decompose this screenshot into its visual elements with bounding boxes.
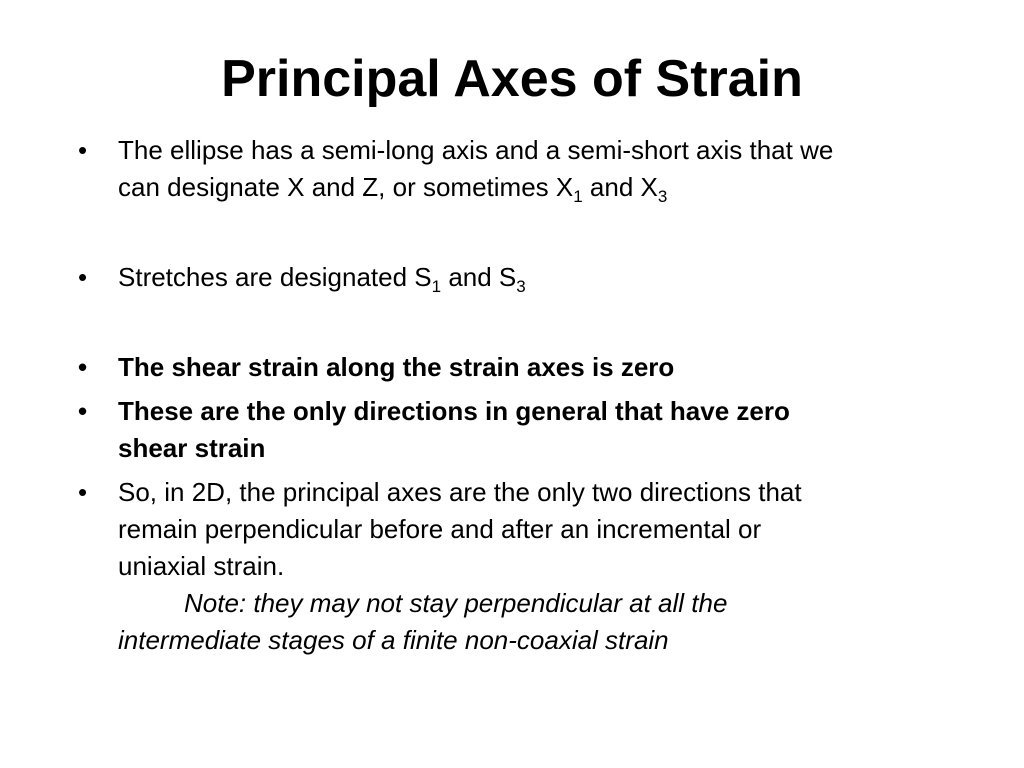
bullet-item-2d-principal-axes: [78, 474, 978, 659]
bullet-text-line: These are the only directions in general that have zero: [118, 396, 790, 426]
spacer: [78, 206, 978, 259]
bullet-item-ellipse-axes: [78, 132, 978, 206]
bullet-item-only-directions: [78, 393, 978, 467]
bullet-list: [78, 132, 978, 659]
subscript: 1: [431, 277, 442, 296]
slide-title: Principal Axes of Strain: [221, 50, 803, 108]
bullet-text-line: The shear strain along the strain axes is zero: [118, 352, 675, 382]
bullet-text-fragment: and X: [582, 172, 658, 202]
bullet-icon: •: [78, 352, 88, 382]
bullet-text-line: remain perpendicular before and after an incremental or: [118, 514, 762, 544]
bullet-text-line: uniaxial strain.: [118, 551, 285, 581]
bullet-text-fragment: Stretches are designated S: [118, 262, 432, 292]
bullet-icon: •: [78, 262, 88, 292]
bullet-text-line: shear strain: [118, 433, 266, 463]
bullet-icon: •: [78, 477, 88, 507]
bullet-item-shear-zero: [78, 349, 978, 386]
bullet-text-fragment: and S: [441, 262, 517, 292]
bullet-icon: •: [78, 135, 88, 165]
bullet-text-line: So, in 2D, the principal axes are the only two directions that: [118, 477, 802, 507]
bullet-text-line: The ellipse has a semi-long axis and a semi-short axis that we: [118, 135, 834, 165]
bullet-text-line: can designate X and Z, or sometimes X: [118, 172, 574, 202]
bullet-icon: •: [78, 396, 88, 426]
note-text-line: intermediate stages of a finite non-coaxial strain: [118, 625, 669, 655]
subscript: 1: [573, 187, 583, 206]
note-text-line: Note: they may not stay perpendicular at all the: [184, 588, 728, 618]
subscript: 3: [657, 187, 668, 206]
subscript: 3: [516, 277, 526, 296]
spacer: [78, 296, 978, 349]
bullet-item-stretches: [78, 259, 978, 296]
